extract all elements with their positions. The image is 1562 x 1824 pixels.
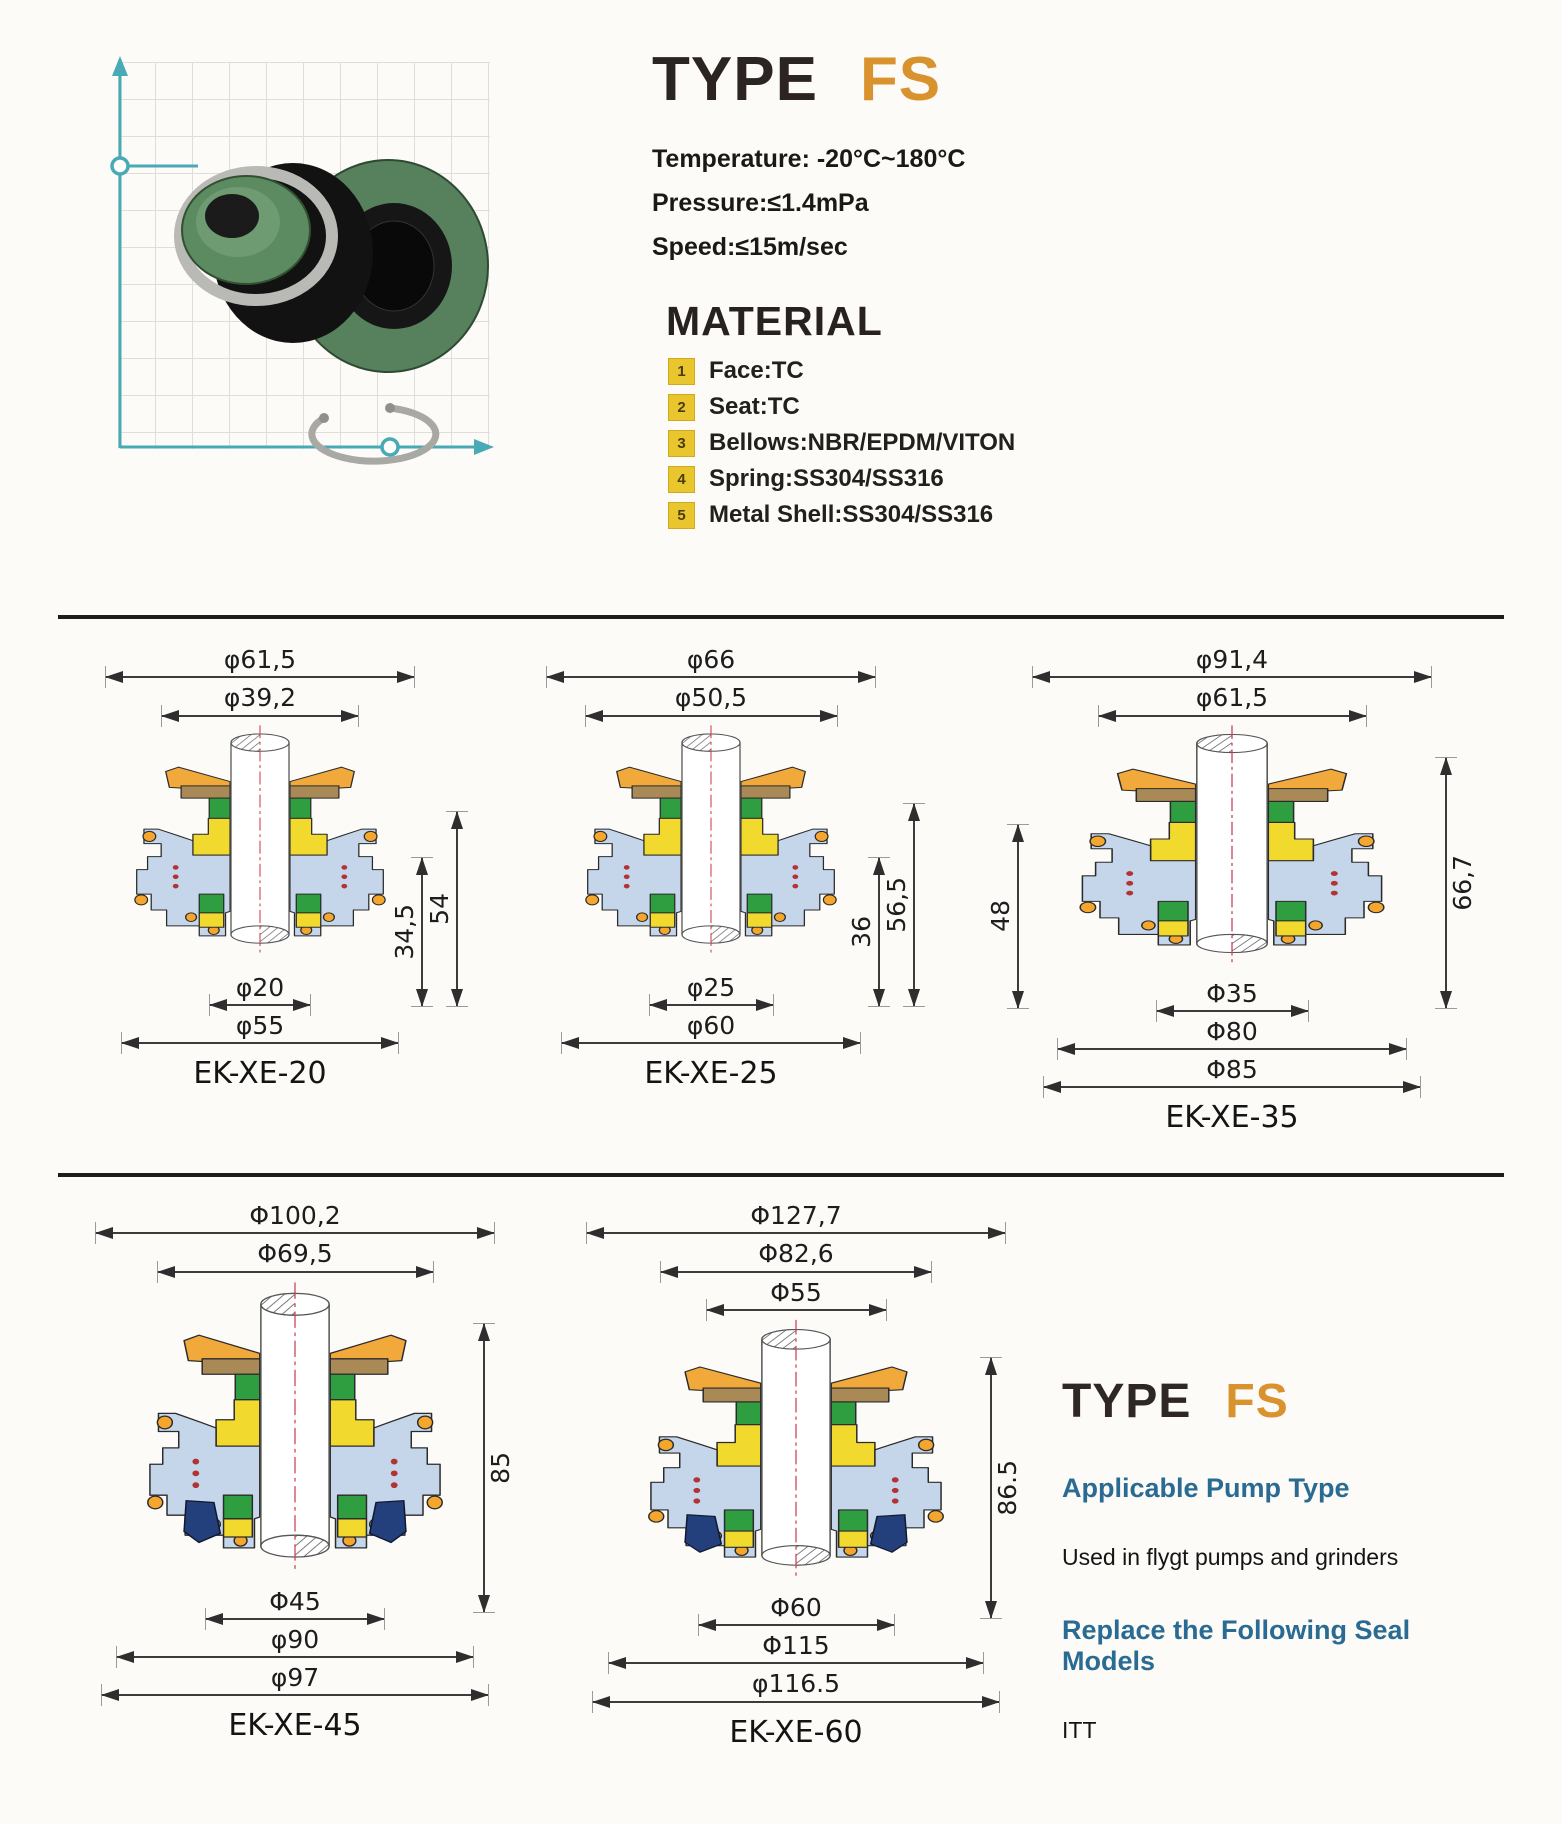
- arrow-left-icon: [1032, 671, 1050, 683]
- dim-label: 85: [485, 1451, 515, 1484]
- material-item-text: Metal Shell:SS304/SS316: [709, 501, 994, 528]
- dim-right-inner: [846, 857, 880, 1007]
- arrow-right-icon: [456, 1651, 474, 1663]
- figure-ek-xe-60: [561, 1196, 1031, 1750]
- dimension-line: [1156, 1010, 1309, 1012]
- dimension-line: [161, 715, 359, 717]
- type-label: TYPE: [652, 45, 818, 114]
- dim-bottom-outer: [1043, 1057, 1421, 1088]
- arrow-left-icon: [1043, 1081, 1061, 1093]
- dimension-line: [116, 1656, 474, 1658]
- dim-bottom-shaft: [1156, 978, 1309, 1012]
- material-item: [668, 357, 1272, 385]
- figure-caption: EK-XE-60: [729, 1714, 863, 1750]
- figure-caption: EK-XE-20: [193, 1056, 327, 1091]
- dim-top-outer: [1032, 647, 1432, 678]
- mechanical-seal-product: [180, 160, 488, 461]
- vertical-dims-left: [988, 824, 1019, 1009]
- dim-label: φ25: [686, 972, 736, 1002]
- dimension-line: [205, 1618, 385, 1620]
- cross-section-area: [60, 721, 460, 959]
- material-item-text: Bellows:NBR/EPDM/VITON: [709, 429, 1016, 456]
- material-item-number: 4: [668, 466, 695, 493]
- type-value: FS: [859, 45, 942, 114]
- dim-right-outer: [424, 811, 458, 1007]
- arrow-right-icon: [477, 1227, 495, 1239]
- arrow-left-icon: [592, 1696, 610, 1708]
- material-item-text: Face:TC: [709, 357, 804, 384]
- arrow-left-icon: [1156, 1005, 1174, 1017]
- dim-right: [990, 1357, 1021, 1619]
- vertical-dims: [990, 1357, 1021, 1619]
- dimension-line: [456, 811, 458, 1007]
- replace-heading: Replace the Following Seal Models: [1062, 1615, 1411, 1676]
- pump-type-heading: Applicable Pump Type: [1062, 1473, 1350, 1503]
- arrow-left-icon: [698, 1619, 716, 1631]
- drawings-row-1: [60, 640, 1502, 1135]
- hero-text: [652, 44, 1272, 537]
- material-item-number: 1: [668, 358, 695, 385]
- dimension-line: [586, 1232, 1006, 1234]
- arrow-left-icon: [660, 1266, 678, 1278]
- figure-ek-xe-20: [60, 640, 460, 1091]
- vertical-dims: [846, 803, 916, 1007]
- dim-right: [483, 1323, 514, 1613]
- figure-ek-xe-35: [962, 640, 1502, 1135]
- dim-top-outer: [546, 647, 876, 678]
- arrow-left-icon: [105, 671, 123, 683]
- replace-text: ITT: [1062, 1717, 1097, 1743]
- arrow-down-icon: [1440, 991, 1452, 1009]
- cross-section-area: [561, 1315, 1031, 1583]
- dim-label: Φ35: [1206, 978, 1258, 1008]
- dimension-line: [95, 1232, 495, 1234]
- dim-label: 66,7: [1447, 854, 1477, 911]
- dimension-line: [878, 857, 880, 1007]
- dimension-line: [1057, 1048, 1407, 1050]
- dimension-line: [698, 1624, 895, 1626]
- arrow-left-icon: [586, 1227, 604, 1239]
- vertical-dims: [483, 1323, 514, 1613]
- figure-caption: EK-XE-35: [1165, 1100, 1299, 1136]
- arrow-up-icon: [908, 803, 920, 821]
- dim-label: φ66: [686, 645, 736, 674]
- dim-label: φ97: [270, 1663, 320, 1692]
- dim-top-inner: [161, 685, 359, 716]
- dimension-line: [483, 1323, 485, 1613]
- dim-label: Φ100,2: [249, 1201, 341, 1230]
- dimension-line: [1032, 676, 1432, 678]
- arrow-up-icon: [873, 857, 885, 875]
- dim-label: Φ115: [762, 1631, 830, 1660]
- dim-bottom-outer: [561, 1010, 861, 1044]
- figure-ek-xe-45: [60, 1196, 530, 1743]
- dimension-line: [1017, 824, 1019, 1009]
- dim-label: Φ127,7: [750, 1201, 842, 1230]
- dim-top-inner: [157, 1241, 434, 1272]
- arrow-right-icon: [367, 1613, 385, 1625]
- seal-photo-illustration: [88, 48, 498, 473]
- page-title: [652, 44, 1272, 115]
- vertical-dims: [389, 811, 459, 1007]
- dimension-line: [1098, 715, 1367, 717]
- dim-bottom-shaft: [209, 972, 311, 1006]
- material-item: [668, 501, 1272, 529]
- dim-bottom-shaft: [205, 1586, 385, 1620]
- figure-ek-xe-25: [501, 640, 921, 1091]
- dim-bottom-outer: [121, 1010, 399, 1044]
- dim-bottom-shaft: [698, 1592, 895, 1626]
- arrow-up-icon: [451, 811, 463, 829]
- pump-type-text: Used in flygt pumps and grinders: [1062, 1544, 1399, 1570]
- dimension-line: [421, 857, 423, 1007]
- arrow-right-icon: [966, 1657, 984, 1669]
- arrow-down-icon: [478, 1595, 490, 1613]
- spec-list: [652, 145, 1272, 262]
- dim-label: 34,5: [389, 903, 419, 960]
- arrow-right-icon: [381, 1037, 399, 1049]
- arrow-down-icon: [1012, 991, 1024, 1009]
- arrow-down-icon: [985, 1601, 997, 1619]
- footer-title: [1062, 1374, 1502, 1429]
- dimension-line: [209, 1004, 311, 1006]
- arrow-right-icon: [914, 1266, 932, 1278]
- dim-label: φ116.5: [751, 1669, 841, 1699]
- arrow-up-icon: [1012, 824, 1024, 842]
- dimension-line: [706, 1309, 887, 1311]
- arrow-right-icon: [471, 1689, 489, 1701]
- dimension-line: [913, 803, 915, 1007]
- arrow-right-icon: [1389, 1043, 1407, 1055]
- material-item: [668, 465, 1272, 493]
- dim-top-outer: [105, 647, 415, 678]
- arrow-down-icon: [908, 989, 920, 1007]
- material-item: [668, 393, 1272, 421]
- arrow-right-icon: [293, 999, 311, 1011]
- dimension-line: [1445, 757, 1447, 1009]
- dimension-line: [608, 1662, 984, 1664]
- dimension-line: [157, 1271, 434, 1273]
- footer-type-label: TYPE: [1062, 1375, 1192, 1428]
- arrow-up-icon: [985, 1357, 997, 1375]
- dim-label: Φ69,5: [257, 1239, 333, 1269]
- dim-label: Φ82,6: [758, 1239, 834, 1269]
- arrow-left-icon: [608, 1657, 626, 1669]
- arrow-up-icon: [416, 857, 428, 875]
- seal-cross-section-drawing: [124, 721, 396, 959]
- dimension-line: [105, 676, 415, 678]
- dim-right-inner: [389, 857, 423, 1007]
- arrow-up-icon: [478, 1323, 490, 1341]
- dim-label: Φ55: [770, 1277, 822, 1307]
- dim-label: φ61,5: [1195, 683, 1269, 713]
- arrow-left-icon: [95, 1227, 113, 1239]
- dim-top-mid: [660, 1241, 932, 1272]
- arrow-right-icon: [858, 671, 876, 683]
- dim-label: φ91,4: [1195, 645, 1269, 674]
- separator-rule-top: [58, 615, 1504, 619]
- spec-temperature: Temperature: -20°C~180°C: [652, 145, 966, 173]
- dim-label: φ55: [235, 1010, 285, 1040]
- arrow-left-icon: [649, 999, 667, 1011]
- arrow-right-icon: [877, 1619, 895, 1631]
- dim-top-inner: [1098, 685, 1367, 716]
- arrow-left-icon: [561, 1037, 579, 1049]
- figure-caption: EK-XE-25: [644, 1056, 778, 1091]
- arrow-right-icon: [1403, 1081, 1421, 1093]
- dim-label: 54: [424, 892, 454, 925]
- dimension-line: [546, 676, 876, 678]
- spec-pressure: Pressure:≤1.4mPa: [652, 189, 869, 217]
- spec-speed: Speed:≤15m/sec: [652, 233, 848, 261]
- cross-section-area: [962, 721, 1502, 969]
- material-heading: MATERIAL: [666, 298, 883, 344]
- dim-label: 36: [846, 915, 876, 948]
- arrow-left-icon: [205, 1613, 223, 1625]
- dim-label: φ20: [235, 972, 285, 1002]
- dim-label: φ61,5: [223, 645, 297, 674]
- dimension-line: [1043, 1086, 1421, 1088]
- dimension-line: [585, 715, 838, 717]
- arrow-left-icon: [101, 1689, 119, 1701]
- material-item: [668, 429, 1272, 457]
- seal-cross-section-drawing: [636, 1315, 956, 1583]
- dim-bottom-mid: [1057, 1016, 1407, 1050]
- dim-right: [1445, 757, 1476, 1009]
- arrow-down-icon: [451, 989, 463, 1007]
- arrow-left-icon: [546, 671, 564, 683]
- dim-bottom-shaft: [649, 972, 774, 1006]
- dimension-line: [561, 1042, 861, 1044]
- drawings-row-2: [60, 1196, 1502, 1750]
- arrow-right-icon: [1414, 671, 1432, 683]
- dim-label: φ60: [686, 1010, 736, 1040]
- separator-rule-bottom: [58, 1173, 1504, 1177]
- arrow-right-icon: [982, 1696, 1000, 1708]
- dimension-line: [649, 1004, 774, 1006]
- material-item-number: 5: [668, 502, 695, 529]
- dim-label: Φ45: [269, 1586, 321, 1616]
- seal-cross-section-drawing: [135, 1277, 455, 1577]
- dimension-line: [660, 1271, 932, 1273]
- arrow-left-icon: [121, 1037, 139, 1049]
- dim-top-inner: [585, 685, 838, 716]
- product-photo: [88, 48, 498, 473]
- cross-section-area: [60, 1277, 530, 1577]
- dim-label: 86.5: [992, 1459, 1022, 1516]
- dim-label: φ50,5: [674, 683, 748, 713]
- vertical-dims-right: [1445, 757, 1476, 1009]
- dim-left: [988, 824, 1019, 1009]
- dim-label: Φ60: [770, 1592, 822, 1622]
- dim-bottom-outer: [101, 1665, 489, 1696]
- cross-section-area: [501, 721, 921, 959]
- dim-label: Φ85: [1206, 1055, 1258, 1084]
- arrow-right-icon: [843, 1037, 861, 1049]
- material-item-number: 2: [668, 394, 695, 421]
- arrow-down-icon: [873, 989, 885, 1007]
- arrow-up-icon: [1440, 757, 1452, 775]
- dim-label: φ90: [270, 1624, 320, 1654]
- arrow-right-icon: [1291, 1005, 1309, 1017]
- arrow-right-icon: [988, 1227, 1006, 1239]
- seal-cross-section-drawing: [575, 721, 847, 959]
- material-item-text: Spring:SS304/SS316: [709, 465, 944, 492]
- dim-label: Φ80: [1206, 1016, 1258, 1046]
- dim-label: 56,5: [881, 876, 911, 933]
- footer-type-value: FS: [1225, 1375, 1289, 1428]
- dimension-line: [990, 1357, 992, 1619]
- dim-right-outer: [881, 803, 915, 1007]
- footer-info-block: [1062, 1196, 1502, 1744]
- figure-caption: EK-XE-45: [228, 1708, 362, 1744]
- dimension-line: [121, 1042, 399, 1044]
- material-list: [668, 357, 1272, 529]
- arrow-down-icon: [416, 989, 428, 1007]
- dim-label: φ39,2: [223, 683, 297, 713]
- dim-label: 48: [986, 900, 1015, 932]
- dim-bottom-mid: [116, 1624, 474, 1658]
- material-item-text: Seat:TC: [709, 393, 800, 420]
- dim-bottom-mid: [608, 1633, 984, 1664]
- arrow-left-icon: [1057, 1043, 1075, 1055]
- dim-top-outer: [95, 1203, 495, 1234]
- arrow-right-icon: [756, 999, 774, 1011]
- arrow-left-icon: [116, 1651, 134, 1663]
- dim-top-inner: [706, 1277, 887, 1311]
- seal-cross-section-drawing: [1067, 721, 1397, 969]
- arrow-right-icon: [397, 671, 415, 683]
- material-item-number: 3: [668, 430, 695, 457]
- dim-bottom-outer: [592, 1671, 1000, 1702]
- dimension-line: [101, 1694, 489, 1696]
- dimension-line: [592, 1701, 1000, 1703]
- dim-top-outer: [586, 1203, 1006, 1234]
- arrow-left-icon: [209, 999, 227, 1011]
